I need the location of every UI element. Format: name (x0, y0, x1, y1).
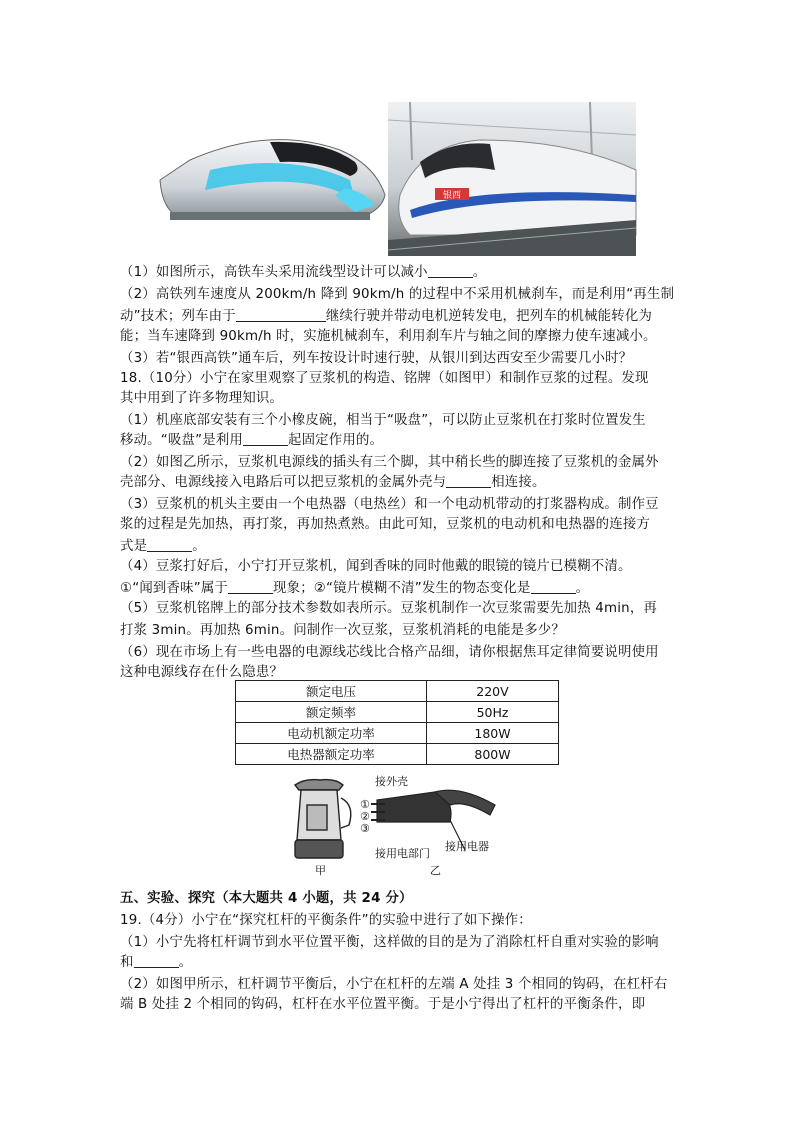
line-text: ①“闻到香味”属于 (120, 581, 229, 596)
line-text: 19.（4分）小宁在“探究杠杆的平衡条件”的实验中进行了如下操作： (120, 913, 532, 928)
text-line-q17-2c (120, 327, 680, 347)
line-text: 和 (120, 955, 134, 970)
answer-blank[interactable] (243, 431, 288, 446)
line-text: （1）机座底部安装有三个小橡皮碗，相当于“吸盘”，可以防止豆浆机在打浆时位置发生 (120, 413, 646, 428)
line-text: （3）若“银西高铁”通车后，列车按设计时速行驶，从银川到达西安至少需要几小时？ (120, 351, 633, 366)
section-5-title: 五、实验、探究（本大题共 4 小题，共 24 分） (120, 891, 413, 906)
text-line-q18-2b (120, 473, 680, 493)
text-line-q19-1b (120, 953, 680, 973)
text-line-q18 (120, 369, 680, 389)
train-logo-label: 银西 (442, 191, 462, 201)
line-text: 这种电源线存在什么隐患？ (120, 665, 284, 680)
line-text: 动”技术；列车由于 (120, 309, 236, 324)
line-text: 式是 (120, 539, 148, 554)
answer-blank[interactable] (228, 579, 273, 594)
answer-blank[interactable] (428, 263, 473, 278)
text-line-q18-2a (120, 453, 680, 473)
line-text: （1）如图所示，高铁车头采用流线型设计可以减小 (120, 265, 428, 280)
line-text: 18.（10分）小宁在家里观察了豆浆机的构造、铭牌（如图甲）和制作豆浆的过程。发现 (120, 371, 649, 386)
text-line-q17-2a (120, 285, 680, 305)
line-text: 浆的过程是先加热，再打浆，再加热煮熟。由此可知，豆浆机的电动机和电热器的连接方 (120, 517, 651, 532)
label-power: 接用电部门 (375, 847, 430, 860)
line-text: 起固定作用的。 (288, 433, 384, 448)
pin-2: ② (360, 810, 370, 823)
line-text: 端 B 处挂 2 个相同的钩码，杠杆在水平位置平衡。于是小宁得出了杠杆的平衡条件，即 (120, 997, 646, 1012)
answer-blank[interactable] (446, 473, 491, 488)
line-text: 能；当车速降到 90km/h 时，实施机械刹车，利用刹车片与轴之间的摩擦力使车速减小。 (120, 329, 657, 344)
line-text: （4）豆浆打好后，小宁打开豆浆机，闻到香味的同时他戴的眼镜的镜片已模糊不清。 (120, 559, 632, 574)
table-row (236, 744, 559, 765)
line-text: 打浆 3min。再加热 6min。问制作一次豆浆，豆浆机消耗的电能是多少？ (120, 623, 565, 638)
text-line-q18-3c (120, 537, 680, 557)
line-text: （3）豆浆机的机头主要由一个电热器（电热丝）和一个电动机带动的打浆器构成。制作豆 (120, 497, 659, 512)
spec-value: 220V (427, 681, 559, 702)
text-line-q17-1 (120, 263, 680, 283)
spec-key: 电动机额定功率 (236, 723, 427, 744)
table-row (236, 681, 559, 702)
text-line-q18-1b (120, 431, 680, 451)
line-text: 。 (178, 955, 193, 970)
line-text: （5）豆浆机铭牌上的部分技术参数如表所示。豆浆机制作一次豆浆需要先加热 4min，再 (120, 601, 658, 616)
pin-1: ① (360, 798, 370, 811)
spec-key: 额定电压 (236, 681, 427, 702)
line-text: （2）高铁列车速度从 200km/h 降到 90km/h 的过程中不采用机械刹车，而是利用“再生制 (120, 287, 675, 302)
soymilk-figure (285, 770, 505, 880)
line-text: 。 (192, 539, 206, 554)
spec-value: 180W (427, 723, 559, 744)
spec-key: 额定频率 (236, 702, 427, 723)
spec-table (235, 680, 559, 765)
table-row (236, 702, 559, 723)
line-text: （2）如图甲所示，杠杆调节平衡后，小宁在杠杆的左端 A 处挂 3 个相同的钩码，在杠杆右 (120, 977, 668, 992)
text-line-q18-5b (120, 621, 680, 641)
answer-blank[interactable] (531, 579, 576, 594)
pin-3: ③ (360, 822, 370, 835)
text-line-q19-2a (120, 975, 680, 995)
spec-value: 50Hz (427, 702, 559, 723)
answer-blank[interactable] (147, 537, 192, 552)
line-text: 继续行驶并带动电机逆转发电，把列车的机械能转化为 (325, 309, 653, 324)
line-text: （1）小宁先将杠杆调节到水平位置平衡，这样做的目的是为了消除杠杆自重对实验的影响 (120, 935, 659, 950)
label-yi: 乙 (430, 864, 441, 877)
answer-blank[interactable] (236, 307, 326, 322)
table-row (236, 723, 559, 744)
text-line-q18-4a (120, 557, 680, 577)
text-line-q18-3a (120, 495, 680, 515)
line-text: 现象；②“镜片模糊不清”发生的物态变化是 (273, 581, 531, 596)
text-line-q18-4b (120, 579, 680, 599)
train-illustration-icon (150, 100, 650, 260)
line-text: 。 (472, 265, 487, 280)
train-figure (150, 100, 650, 260)
text-line-q19-1a (120, 933, 680, 953)
text-line-q18b (120, 389, 680, 409)
line-text: 相连接。 (491, 475, 546, 490)
text-line-q19-2b (120, 995, 680, 1015)
answer-blank[interactable] (134, 953, 179, 968)
text-line-q18-1a (120, 411, 680, 431)
text-line-q17-3 (120, 349, 680, 369)
line-text: 壳部分、电源线接入电路后可以把豆浆机的金属外壳与 (120, 475, 447, 490)
line-text: 其中用到了许多物理知识。 (120, 391, 284, 406)
line-text: （6）现在市场上有一些电器的电源线芯线比合格产品细，请你根据焦耳定律简要说明使用 (120, 645, 659, 660)
text-line-q18-3b (120, 515, 680, 535)
label-appliance: 接用电器 (445, 840, 489, 853)
spec-value: 800W (427, 744, 559, 765)
text-line-q19 (120, 911, 680, 931)
text-line-q18-5a (120, 599, 680, 619)
label-jia: 甲 (315, 864, 326, 877)
spec-key: 电热器额定功率 (236, 744, 427, 765)
line-text: 移动。“吸盘”是利用 (120, 433, 243, 448)
line-text: （2）如图乙所示，豆浆机电源线的插头有三个脚，其中稍长些的脚连接了豆浆机的金属外 (120, 455, 659, 470)
line-text: 。 (575, 581, 590, 596)
text-line-q17-2b (120, 307, 680, 327)
text-line-q18-6a (120, 643, 680, 663)
label-shell: 接外壳 (375, 775, 408, 788)
